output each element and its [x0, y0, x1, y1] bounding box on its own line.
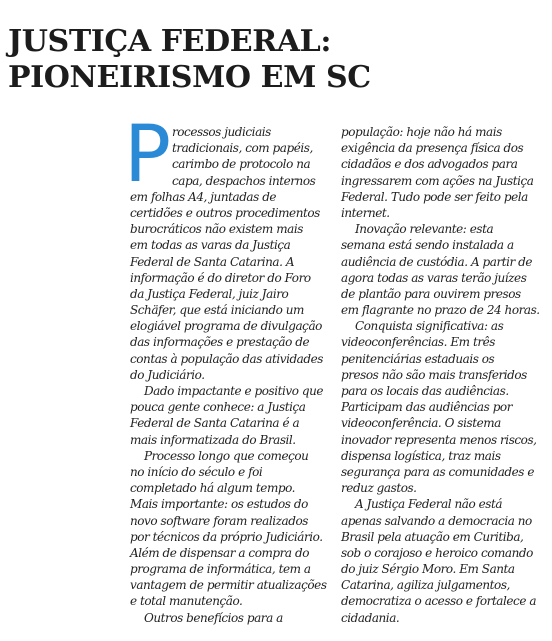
article-text-line: dispensa logística, traz mais — [341, 448, 501, 463]
article-text-line: presos não são mais transferidos — [341, 367, 527, 382]
article-text-line: rocessos judiciais — [172, 125, 271, 139]
article-text-line: programa de informática, tem a — [130, 562, 311, 577]
article-text-line: penitenciárias estaduais os — [341, 351, 495, 366]
article-column-right — [341, 124, 543, 626]
headline-line-2: PIONEIRISMO EM SC — [8, 60, 371, 95]
article-text-line: mais informatizada do Brasil. — [130, 432, 296, 447]
article-text-line: informação é do diretor do Foro — [130, 270, 311, 285]
article-text-line: elogiável programa de divulgação — [130, 319, 322, 334]
article-text-line: Brasil pela atuação em Curitiba, — [341, 529, 524, 544]
article-text-line: pouca gente conhece: a Justiça — [130, 400, 306, 415]
article-text-line: segurança para as comunidades e — [341, 464, 535, 479]
drop-cap: P — [124, 110, 172, 200]
article-text-line: população: hoje não há mais — [341, 125, 502, 139]
article-text-line: em todas as varas da Justiça — [130, 238, 291, 253]
article-text-line: no início do século e foi — [130, 464, 263, 479]
article-text-line: Federal de Santa Catarina. A — [130, 254, 295, 269]
article-text-line: democratiza o acesso e fortalece a — [341, 594, 537, 609]
article-column-left — [130, 124, 330, 626]
article-text-line: Federal de Santa Catarina é a — [130, 416, 300, 431]
article-text-line: da Justiça Federal, juiz Jairo — [130, 286, 289, 301]
article-text-line: Participam das audiências por — [341, 400, 512, 415]
article-text-line: exigência da presença física dos — [341, 141, 524, 156]
article-text-line: em flagrante no prazo de 24 horas. — [341, 303, 540, 318]
article-text-line: de plantão para ouvirem presos — [341, 286, 521, 301]
article-text-line: novo software foram realizados — [130, 513, 308, 528]
article-text-line: Mais importante: os estudos do — [130, 497, 308, 512]
article-text-line: Outros benefícios para a — [144, 610, 283, 625]
article-text-line: Processo longo que começou — [144, 448, 309, 463]
article-text-line: e total manutenção. — [130, 594, 243, 609]
article-text-line: internet. — [341, 205, 390, 220]
article-text-line: apenas salvando a democracia no — [341, 513, 532, 528]
article-text-line: do Judiciário. — [130, 367, 205, 382]
article-text-line: por técnicos da próprio Judiciário. — [130, 529, 323, 544]
article-text-line: A Justiça Federal não está — [355, 497, 503, 512]
article-text-line: burocráticos não existem mais — [130, 222, 303, 237]
article-text-line: inovador representa menos riscos, — [341, 432, 537, 447]
article-text-line: Dado impactante e positivo que — [144, 384, 324, 398]
article-text-line: vantagem de permitir atualizações — [130, 578, 327, 593]
article-text-line: Catarina, agiliza julgamentos, — [341, 578, 510, 593]
article-text-line: em folhas A4, juntadas de — [130, 189, 277, 204]
article-text-line: das informações e prestação de — [130, 335, 310, 350]
article-text-line: audiência de custódia. A partir de — [341, 254, 533, 269]
article-text-line: cidadãos e dos advogados para — [341, 157, 518, 172]
article-text-line: semana está sendo instalada a — [341, 238, 514, 253]
article-text-line: certidões e outros procedimentos — [130, 205, 320, 220]
article-text-line: contas à população das atividades — [130, 351, 323, 366]
article-text-line: videoconferências. Em três — [341, 335, 495, 350]
article-text-line: carimbo de protocolo na — [172, 157, 311, 172]
article-text-line: Inovação relevante: esta — [355, 222, 494, 237]
article-text-line: Conquista significativa: as — [355, 319, 504, 334]
article-text-line: cidadania. — [341, 610, 400, 625]
article-text-line: Schäfer, que está iniciando um — [130, 303, 304, 318]
article-text-line: tradicionais, com papéis, — [172, 141, 313, 156]
article-text-line: completado há algum tempo. — [130, 481, 296, 496]
article-text-line: Federal. Tudo pode ser feito pela — [341, 189, 528, 204]
article-text-line: capa, despachos internos — [172, 173, 316, 188]
article-text-line: para os locais das audiências. — [341, 384, 509, 398]
article-text-line: do juiz Sérgio Moro. Em Santa — [341, 562, 515, 577]
article-text-line: Além de dispensar a compra do — [130, 545, 309, 560]
article-text-line: sob o corajoso e heroico comando — [341, 545, 533, 560]
article-text-line: ingressarem com ações na Justiça — [341, 173, 534, 188]
article-text-line: agora todas as varas terão juízes — [341, 270, 527, 285]
headline — [8, 24, 371, 96]
headline-line-1: JUSTIÇA FEDERAL: — [8, 24, 331, 59]
article-text-line: reduz gastos. — [341, 481, 417, 496]
article-text-line: videoconferência. O sistema — [341, 416, 501, 431]
